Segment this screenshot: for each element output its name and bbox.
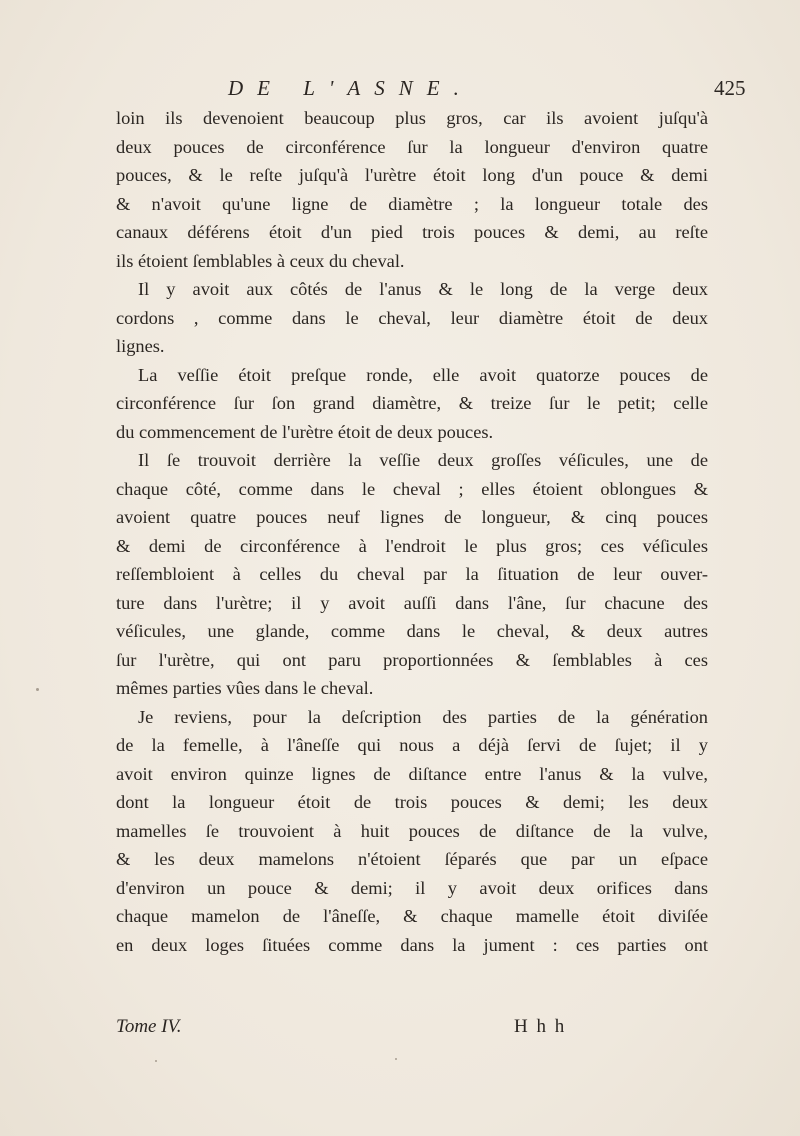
text-line: dont la longueur étoit de trois pouces & demi; les deux <box>116 792 708 812</box>
page-footer <box>116 1016 708 1042</box>
text-line: loin ils devenoient beaucoup plus gros, car ils avoient juſqu'à <box>116 108 708 128</box>
text-line: ture dans l'urètre; il y avoit auſſi dans l'âne, ſur chacune des <box>116 592 708 613</box>
text-line: chaque côté, comme dans le cheval ; elles étoient oblongues & <box>116 478 708 499</box>
paper-fleck <box>155 1060 157 1062</box>
body-text <box>116 104 708 959</box>
page-number: 425 <box>714 76 746 100</box>
text-line: Il y avoit aux côtés de l'anus & le long de la verge deux <box>138 279 708 299</box>
paper-fleck <box>395 1058 397 1060</box>
text-line: ſur l'urètre, qui ont paru proportionnées & ſemblables à ces <box>116 649 708 670</box>
text-line: avoit environ quinze lignes de diſtance entre l'anus & la vulve, <box>116 763 708 784</box>
text-line: canaux déférens étoit d'un pied trois pouces & demi, au reſte <box>116 222 708 242</box>
text-line: ils étoient ſemblables à ceux du cheval. <box>116 250 405 271</box>
text-line: La veſſie étoit preſque ronde, elle avoit quatorze pouces de <box>138 364 708 385</box>
text-line: circonférence ſur ſon grand diamètre, & treize ſur le petit; celle <box>116 393 708 413</box>
text-line: chaque mamelon de l'âneſſe, & chaque mamelle étoit diviſée <box>116 906 708 926</box>
text-line: mêmes parties vûes dans le cheval. <box>116 678 374 698</box>
text-line: véſicules, une glande, comme dans le cheval, & deux autres <box>116 621 708 641</box>
text-line: pouces, & le reſte juſqu'à l'urètre étoit long d'un pouce & demi <box>116 165 708 185</box>
text-line: deux pouces de circonférence ſur la longueur d'environ quatre <box>116 136 708 157</box>
text-line: & les deux mamelons n'étoient ſéparés que par un eſpace <box>116 849 708 869</box>
text-line: Je reviens, pour la deſcription des parties de la génération <box>138 706 708 727</box>
volume-label: Tome IV. <box>116 1016 182 1037</box>
text-line: du commencement de l'urètre étoit de deux pouces. <box>116 421 494 442</box>
text-line: reſſembloient à celles du cheval par la ſituation de leur ouver- <box>116 564 708 584</box>
text-line: Il ſe trouvoit derrière la veſſie deux groſſes véſicules, une de <box>138 450 708 470</box>
text-line: en deux loges ſituées comme dans la jument : ces parties ont <box>116 934 708 955</box>
text-line: lignes. <box>116 336 165 356</box>
text-line: & n'avoit qu'une ligne de diamètre ; la longueur totale des <box>116 193 708 214</box>
text-line: mamelles ſe trouvoient à huit pouces de diſtance de la vulve, <box>116 820 708 841</box>
running-head: DE L'ASNE. <box>228 76 473 100</box>
paper-fleck <box>36 688 39 691</box>
text-line: & demi de circonférence à l'endroit le plus gros; ces véſicules <box>116 535 708 556</box>
text-line: avoient quatre pouces neuf lignes de longueur, & cinq pouces <box>116 507 708 527</box>
text-line: de la femelle, à l'âneſſe qui nous a déjà ſervi de ſujet; il y <box>116 735 708 755</box>
signature-mark: H h h <box>514 1016 567 1037</box>
text-line: cordons , comme dans le cheval, leur diamètre étoit de deux <box>116 307 708 328</box>
text-line: d'environ un pouce & demi; il y avoit deux orifices dans <box>116 877 708 898</box>
